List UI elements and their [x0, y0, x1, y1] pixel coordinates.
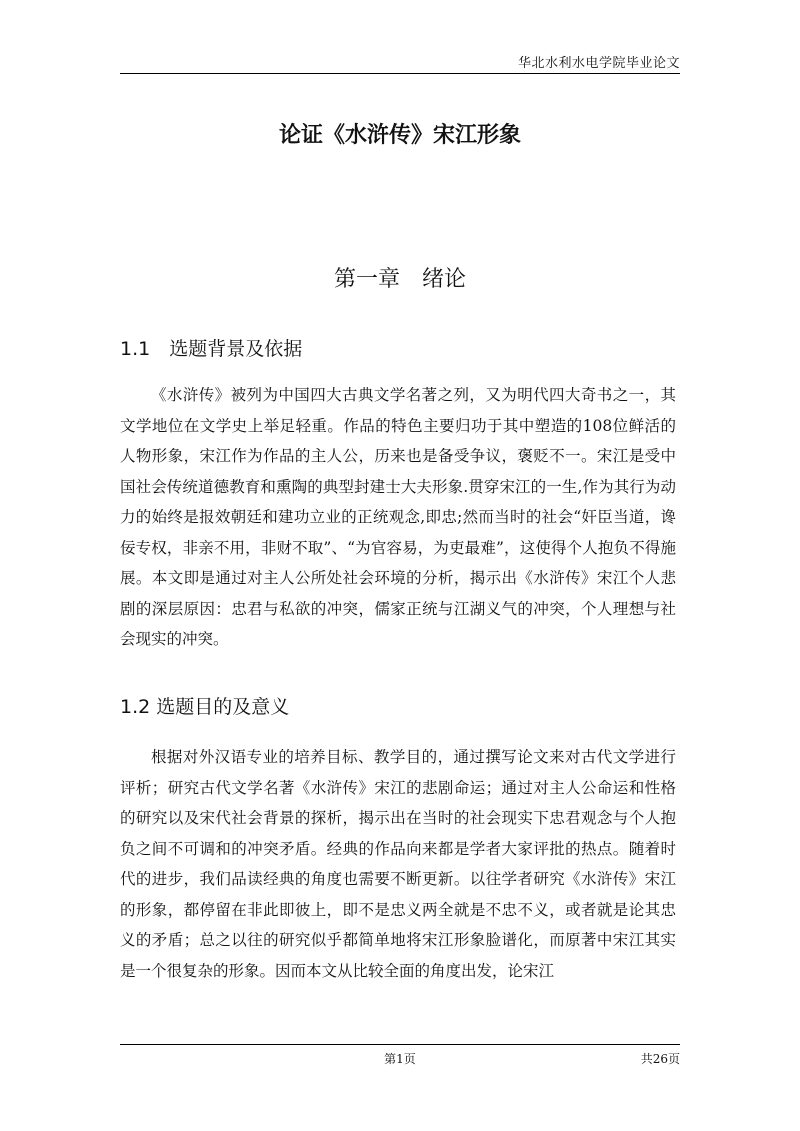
total-pages: 共26页 — [640, 1052, 680, 1066]
document-title: 论证《水浒传》宋江形象 — [278, 123, 521, 148]
section-heading-1-1: 1.1 选题背景及依据 — [120, 338, 303, 360]
footer-rule — [120, 1044, 680, 1045]
chapter-title: 第一章 绪论 — [333, 267, 466, 292]
running-header: 华北水利水电学院毕业论文 — [517, 56, 680, 71]
section-paragraph-1-1: 《水浒传》被列为中国四大古典文学名著之列，又为明代四大奇书之一，其文学地位在文学史上举足轻重。作品的特色主要归功于其中塑造的108位鲜活的人物形象，宋江作为作品的主人公，历来也是备受争议，褒贬不一。宋江是受中国社会传统道德教育和熏陶的典型封建士大夫形象.贯穿宋江的一生,作为其行为动力的始终是报效朝廷和建功立业的正统观念,即忠;然而当时的社会“奸臣当道，谗佞专权，非亲不用，非财不取”、“为官容易，为吏最难”，这使得个人抱负不得施展。本文即是通过对主人公所处社会环境的分析，揭示出《水浒传》宋江个人悲剧的深层原因：忠君与私欲的冲突，儒家正统与江湖义气的冲突，个人理想与社会现实的冲突。 — [120, 386, 676, 648]
section-heading-1-2: 1.2 选题目的及意义 — [120, 696, 290, 718]
section-paragraph-1-2: 根据对外汉语专业的培养目标、教学目的，通过撰写论文来对古代文学进行评析；研究古代文学名著《水浒传》宋江的悲剧命运；通过对主人公命运和性格的研究以及宋代社会背景的探析，揭示出在当时的社会现实下忠君观念与个人抱负之间不可调和的冲突矛盾。经典的作品向来都是学者大家评批的热点。随着时代的进步，我们品读经典的角度也需要不断更新。以往学者研究《水浒传》宋江的形象，都停留在非此即彼上，即不是忠义两全就是不忠不义，或者就是论其忠义的矛盾；总之以往的研究似乎都简单地将宋江形象脸谱化，而原著中宋江其实是一个很复杂的形象。因而本文从比较全面的角度出发，论宋江 — [120, 748, 676, 980]
header-rule — [120, 73, 680, 74]
page-number: 第1页 — [384, 1052, 416, 1066]
